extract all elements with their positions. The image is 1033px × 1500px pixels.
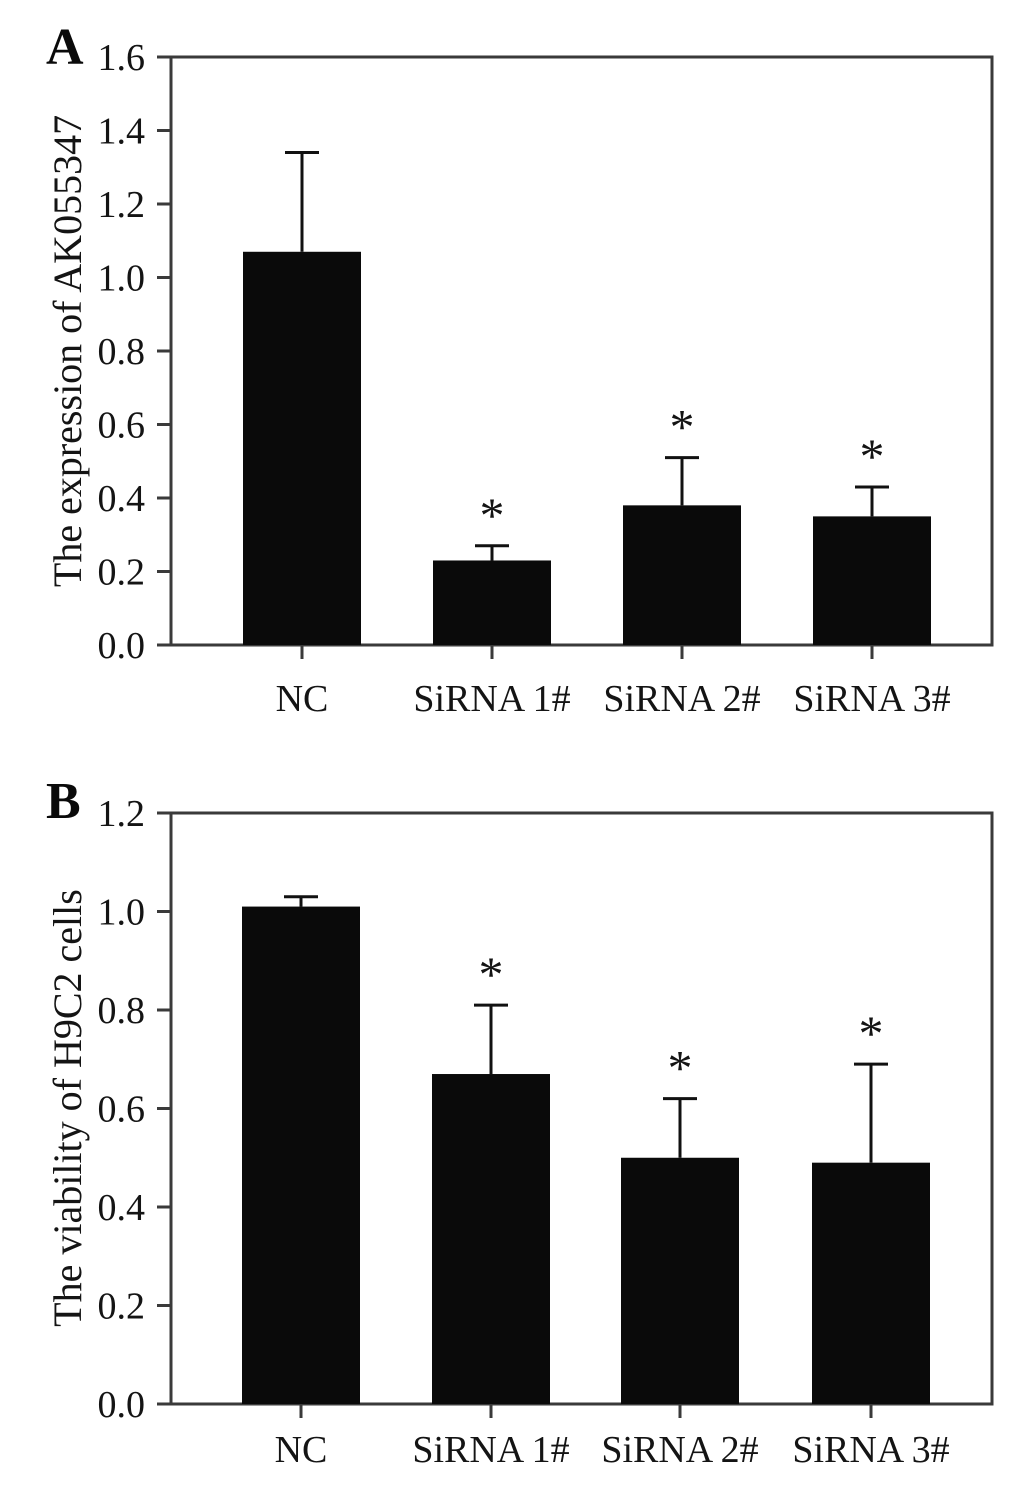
panel-b-y-tick-label: 1.2 [97, 793, 145, 835]
panel-a-y-tick-label: 1.4 [97, 110, 145, 153]
panel-b-significance-asterisk: * [478, 946, 504, 1003]
panel-b-significance-asterisk: * [858, 1005, 884, 1062]
panel-a-y-axis-label: The expression of AK055347 [45, 114, 90, 588]
panel-a-y-tick-label: 0.8 [97, 331, 145, 373]
panel-a-y-tick-label: 0.4 [97, 478, 145, 520]
panel-a-category-label: SiRNA 2# [603, 678, 761, 720]
panel-a-category-label: SiRNA 1# [413, 678, 571, 720]
panel-b-letter: B [46, 773, 81, 830]
panel-a-y-tick-label: 1.2 [97, 184, 145, 226]
panel-a-category-label: NC [275, 678, 329, 720]
panel-b-bar-2 [432, 1074, 550, 1404]
panel-a-y-tick-label: 0.2 [97, 551, 145, 594]
panel-b-y-tick-label: 0.0 [97, 1384, 145, 1426]
panel-b-y-axis-label: The viability of H9C2 cells [45, 889, 90, 1327]
panel-a-significance-asterisk: * [669, 398, 695, 455]
panel-b-category-label: NC [274, 1429, 328, 1471]
panel-b-y-tick-label: 0.4 [97, 1187, 145, 1229]
panel-a-significance-asterisk: * [479, 486, 505, 543]
panel-a-y-tick-label: 1.0 [97, 257, 145, 300]
panel-b-significance-asterisk: * [667, 1039, 693, 1096]
panel-a-category-label: SiRNA 3# [793, 678, 951, 720]
panel-b-y-tick-label: 0.8 [97, 990, 145, 1032]
panel-a-bar-1 [243, 252, 361, 645]
panel-b-y-tick-label: 0.2 [97, 1285, 145, 1328]
panel-b-bar-3 [621, 1158, 739, 1404]
panel-b-category-label: SiRNA 2# [601, 1429, 759, 1471]
panel-b-y-tick-label: 0.6 [97, 1088, 145, 1131]
panel-a-y-tick-label: 0.6 [97, 404, 145, 447]
panel-a-bar-3 [623, 505, 741, 645]
panel-a-significance-asterisk: * [859, 427, 885, 484]
panel-a-letter: A [46, 19, 84, 76]
panel-a-y-tick-label: 1.6 [97, 37, 145, 79]
panel-b-bar-4 [812, 1163, 930, 1404]
panel-b-bar-1 [242, 907, 360, 1404]
panel-a-bar-2 [433, 560, 551, 645]
panel-a-y-tick-label: 0.0 [97, 625, 145, 667]
panel-a-bar-4 [813, 516, 931, 645]
panel-b-category-label: SiRNA 1# [412, 1429, 570, 1471]
panel-b-category-label: SiRNA 3# [792, 1429, 950, 1471]
panel-b-y-tick-label: 1.0 [97, 891, 145, 934]
